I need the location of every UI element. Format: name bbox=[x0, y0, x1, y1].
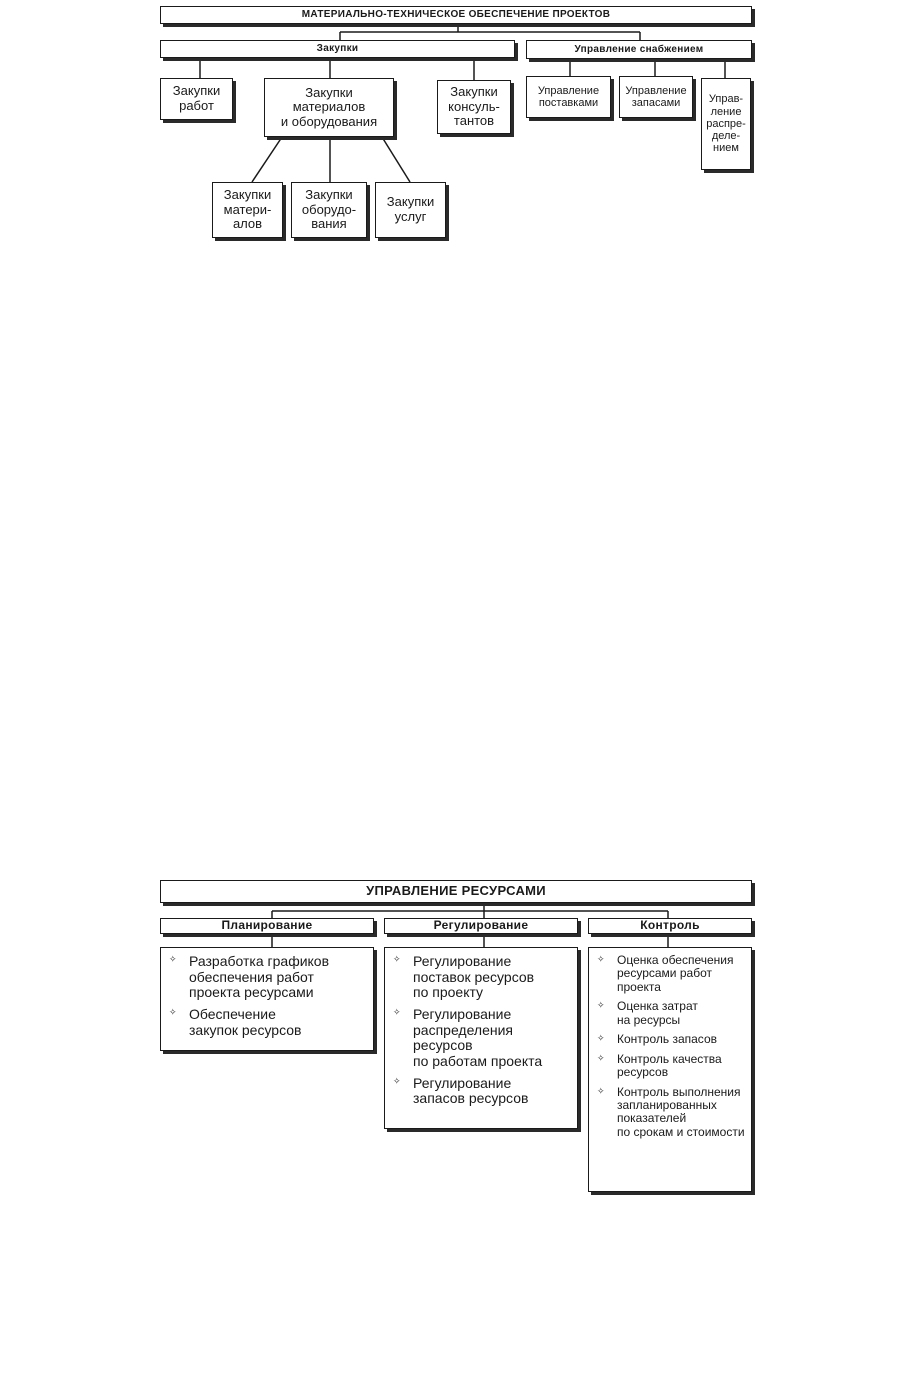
inventory-management-box: Управление запасами bbox=[619, 76, 693, 118]
materials-procurement-box: Закупки матери- алов bbox=[212, 182, 283, 238]
equipment-procurement-box: Закупки оборудо- вания bbox=[291, 182, 367, 238]
regulation-list bbox=[384, 947, 578, 1129]
bullet-icon: ✧ bbox=[393, 1007, 401, 1018]
bullet-icon: ✧ bbox=[169, 954, 177, 964]
bullet-icon: ✧ bbox=[597, 1052, 605, 1063]
bottom-title-box bbox=[160, 880, 752, 903]
list-item: ✧ Контроль выполнения запланированных показателей по срокам и стоимости bbox=[597, 1084, 745, 1139]
planning-header: Планирование bbox=[160, 918, 374, 934]
list-item: ✧ Разработка графиков обеспечения работ проекта ресурсами bbox=[169, 953, 330, 1001]
deliveries-management-box: Управление поставками bbox=[526, 76, 611, 118]
supply-header: Управление снабжением bbox=[526, 40, 752, 59]
bottom-title: УПРАВЛЕНИЕ РЕСУРСАМИ bbox=[366, 883, 546, 899]
list-item: ✧ Контроль качества ресурсов bbox=[597, 1051, 722, 1080]
list-item: ✧ Регулирование запасов ресурсов bbox=[393, 1074, 529, 1107]
planning-list bbox=[160, 947, 374, 1051]
control-header: Контроль bbox=[588, 918, 752, 934]
bullet-icon: ✧ bbox=[393, 954, 401, 964]
consultants-procurement-box: Закупки консуль- тантов bbox=[437, 80, 511, 134]
bullet-icon: ✧ bbox=[597, 1085, 605, 1096]
bullet-icon: ✧ bbox=[597, 1033, 605, 1044]
materials-equipment-procurement-box: Закупки материалов и оборудования bbox=[264, 78, 394, 137]
distribution-management-box: Управ- ление распре- деле- нием bbox=[701, 78, 751, 170]
bullet-icon: ✧ bbox=[169, 1007, 177, 1018]
list-item: ✧ Обеспечение закупок ресурсов bbox=[169, 1006, 302, 1038]
procurement-header: Закупки bbox=[160, 40, 515, 58]
services-procurement-box: Закупки услуг bbox=[375, 182, 446, 238]
regulation-header: Регулирование bbox=[384, 918, 578, 934]
list-item: ✧ Оценка обеспечения ресурсами работ проекта bbox=[597, 953, 734, 994]
list-item: ✧ Контроль запасов bbox=[597, 1032, 717, 1047]
list-item: ✧ Регулирование поставок ресурсов по проекту bbox=[393, 953, 535, 1001]
bullet-icon: ✧ bbox=[597, 954, 605, 964]
top-title: МАТЕРИАЛЬНО-ТЕХНИЧЕСКОЕ ОБЕСПЕЧЕНИЕ ПРОЕКТОВ bbox=[301, 9, 611, 21]
works-procurement-box: Закупки работ bbox=[160, 78, 233, 120]
list-item: ✧ Регулирование распределения ресурсов по работам проекта bbox=[393, 1006, 543, 1070]
list-item: ✧ Оценка затрат на ресурсы bbox=[597, 999, 698, 1027]
bullet-icon: ✧ bbox=[597, 1000, 605, 1011]
bullet-icon: ✧ bbox=[393, 1075, 401, 1086]
top-title-box bbox=[160, 6, 752, 24]
control-list bbox=[588, 947, 752, 1192]
